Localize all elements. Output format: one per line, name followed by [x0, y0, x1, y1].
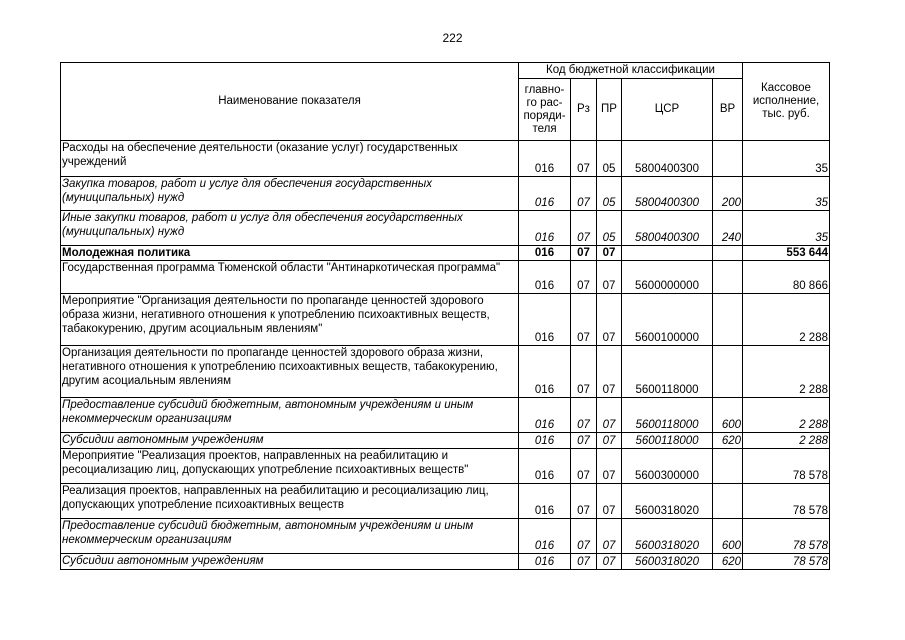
row-amount: 78 578: [743, 554, 830, 570]
row-csr: 5800400300: [622, 177, 713, 211]
table-row: [61, 519, 830, 554]
row-csr: 5600118000: [622, 346, 713, 398]
row-glava: 016: [519, 519, 571, 554]
row-rz: 07: [571, 449, 597, 484]
header-amount: Кассовое исполнение, тыс. руб.: [743, 63, 830, 141]
row-glava: 016: [519, 246, 571, 261]
row-vr: [713, 246, 743, 261]
row-name: Расходы на обеспечение деятельности (оказание услуг) государственных учреждений: [61, 141, 519, 177]
row-glava: 016: [519, 261, 571, 294]
page-number: 222: [442, 31, 463, 45]
row-csr: 5600318020: [622, 484, 713, 519]
row-glava: 016: [519, 141, 571, 177]
table-row: [61, 211, 830, 246]
row-rz: 07: [571, 294, 597, 346]
table-row: [61, 261, 830, 294]
row-rz: 07: [571, 261, 597, 294]
row-rz: 07: [571, 484, 597, 519]
table-row: [61, 294, 830, 346]
row-csr: 5600318020: [622, 554, 713, 570]
row-amount: 35: [743, 177, 830, 211]
row-csr: 5600318020: [622, 519, 713, 554]
header-rz: Рз: [571, 79, 597, 141]
row-rz: 07: [571, 554, 597, 570]
row-csr: 5600118000: [622, 433, 713, 449]
row-glava: 016: [519, 449, 571, 484]
row-name: Предоставление субсидий бюджетным, автономным учреждениям и иным некоммерческим организациям: [61, 519, 519, 554]
row-amount: 2 288: [743, 346, 830, 398]
row-pr: 07: [597, 246, 622, 261]
row-pr: 07: [597, 398, 622, 433]
table-row: [61, 554, 830, 570]
row-csr: 5600000000: [622, 261, 713, 294]
row-vr: [713, 261, 743, 294]
row-name: Государственная программа Тюменской области "Антинаркотическая программа": [61, 261, 519, 294]
row-vr: [713, 484, 743, 519]
row-vr: [713, 141, 743, 177]
row-pr: 05: [597, 177, 622, 211]
table-row: [61, 484, 830, 519]
budget-table: [60, 62, 830, 570]
row-csr: [622, 246, 713, 261]
row-amount: 35: [743, 141, 830, 177]
row-name: Мероприятие "Реализация проектов, направленных на реабилитацию и ресоциализацию лиц, допускающих употребление психоактивных веществ": [61, 449, 519, 484]
row-pr: 07: [597, 433, 622, 449]
table-row: [61, 246, 830, 261]
table-row: [61, 398, 830, 433]
row-glava: 016: [519, 554, 571, 570]
row-glava: 016: [519, 294, 571, 346]
row-vr: [713, 294, 743, 346]
row-rz: 07: [571, 398, 597, 433]
row-amount: 35: [743, 211, 830, 246]
row-vr: 200: [713, 177, 743, 211]
row-amount: 78 578: [743, 484, 830, 519]
row-name: Закупка товаров, работ и услуг для обеспечения государственных (муниципальных) нужд: [61, 177, 519, 211]
table-row: [61, 449, 830, 484]
row-vr: 620: [713, 433, 743, 449]
row-name: Реализация проектов, направленных на реабилитацию и ресоциализацию лиц, допускающих употребление психоактивных веществ: [61, 484, 519, 519]
table-row: [61, 141, 830, 177]
row-pr: 07: [597, 449, 622, 484]
row-csr: 5800400300: [622, 211, 713, 246]
row-pr: 07: [597, 261, 622, 294]
row-glava: 016: [519, 346, 571, 398]
row-vr: 600: [713, 519, 743, 554]
row-vr: 620: [713, 554, 743, 570]
header-name: Наименование показателя: [61, 63, 519, 141]
row-pr: 07: [597, 294, 622, 346]
row-vr: 600: [713, 398, 743, 433]
row-glava: 016: [519, 433, 571, 449]
table-row: [61, 433, 830, 449]
row-amount: 553 644: [743, 246, 830, 261]
row-name: Молодежная политика: [61, 246, 519, 261]
row-amount: 2 288: [743, 294, 830, 346]
row-pr: 07: [597, 484, 622, 519]
row-rz: 07: [571, 141, 597, 177]
row-glava: 016: [519, 211, 571, 246]
row-rz: 07: [571, 433, 597, 449]
row-csr: 5600300000: [622, 449, 713, 484]
row-csr: 5800400300: [622, 141, 713, 177]
row-name: Организация деятельности по пропаганде ценностей здорового образа жизни, негативного отношения к употреблению психоактивных веществ, табакокурению, другим асоциальным явлениям: [61, 346, 519, 398]
table-body: [61, 141, 830, 570]
row-amount: 2 288: [743, 433, 830, 449]
header-glava: главно-го рас-поряди-теля: [519, 79, 571, 141]
row-pr: 05: [597, 211, 622, 246]
row-rz: 07: [571, 346, 597, 398]
row-amount: 78 578: [743, 449, 830, 484]
header-vr: ВР: [713, 79, 743, 141]
row-glava: 016: [519, 484, 571, 519]
row-pr: 07: [597, 346, 622, 398]
row-rz: 07: [571, 246, 597, 261]
table-row: [61, 346, 830, 398]
row-name: Иные закупки товаров, работ и услуг для обеспечения государственных (муниципальных) нужд: [61, 211, 519, 246]
row-rz: 07: [571, 177, 597, 211]
row-name: Мероприятие "Организация деятельности по пропаганде ценностей здорового образа жизни, негативного отношения к употреблению психоактивных веществ, табакокурению, другим асоциальным явлениям": [61, 294, 519, 346]
row-pr: 07: [597, 519, 622, 554]
row-glava: 016: [519, 398, 571, 433]
header-code-group: Код бюджетной классификации: [519, 63, 743, 79]
row-rz: 07: [571, 211, 597, 246]
row-name: Предоставление субсидий бюджетным, автономным учреждениям и иным некоммерческим организациям: [61, 398, 519, 433]
row-pr: 07: [597, 554, 622, 570]
header-csr: ЦСР: [622, 79, 713, 141]
row-vr: [713, 346, 743, 398]
row-vr: 240: [713, 211, 743, 246]
row-name: Субсидии автономным учреждениям: [61, 554, 519, 570]
row-pr: 05: [597, 141, 622, 177]
row-vr: [713, 449, 743, 484]
row-amount: 78 578: [743, 519, 830, 554]
table-row: [61, 177, 830, 211]
header-pr: ПР: [597, 79, 622, 141]
row-amount: 2 288: [743, 398, 830, 433]
row-glava: 016: [519, 177, 571, 211]
row-rz: 07: [571, 519, 597, 554]
row-csr: 5600118000: [622, 398, 713, 433]
row-csr: 5600100000: [622, 294, 713, 346]
row-name: Субсидии автономным учреждениям: [61, 433, 519, 449]
row-amount: 80 866: [743, 261, 830, 294]
